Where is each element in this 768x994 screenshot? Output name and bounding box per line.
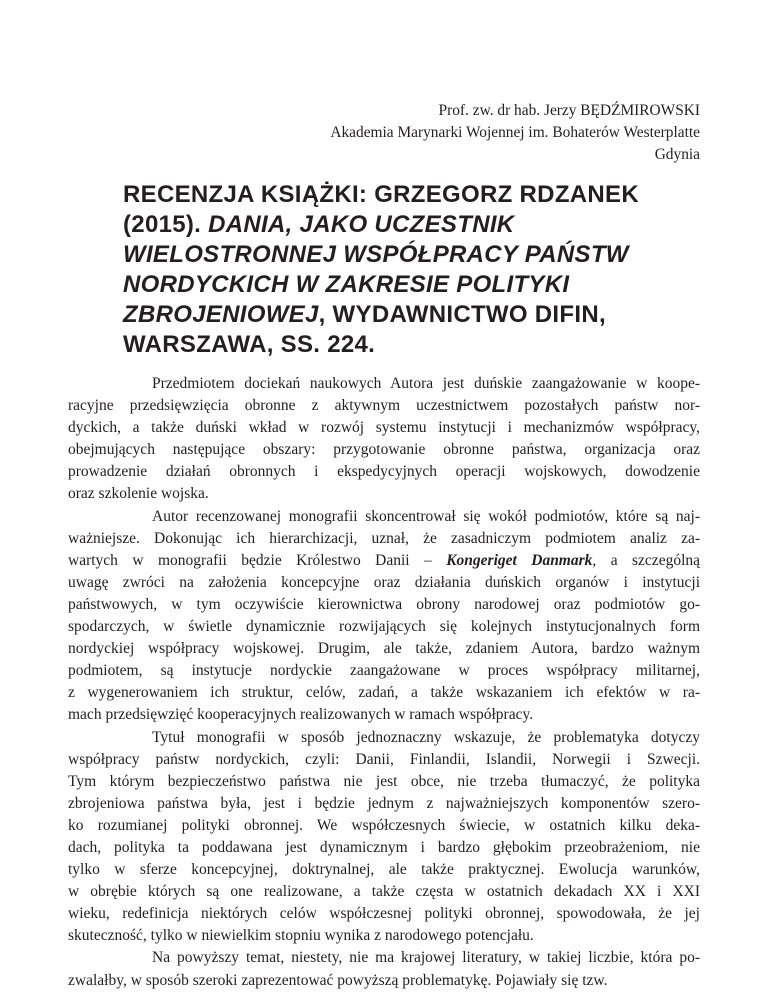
body-line-text: dyckich, a także duński wkład w rozwój systemu instytucji i mechanizmów współpracy, (68, 419, 700, 437)
body-line (68, 506, 700, 528)
body-line (68, 859, 700, 881)
author-city: Gdynia (654, 146, 700, 163)
body-line-text: Tytuł monografii w sposób jednoznaczny wskazuje, że problematyka dotyczy (152, 728, 700, 746)
body-line (68, 903, 700, 925)
author-name: Prof. zw. dr hab. Jerzy BĘDŹMIROWSKI (438, 102, 700, 119)
body-line (68, 660, 700, 682)
title-book-name: DANIA, JAKO UCZESTNIK WIELOSTRONNEJ WSPÓŁPRACY PAŃSTW NORDYCKICH W ZAKRESIE POLITYKI ZBROJENIOWEJ (123, 211, 629, 328)
emphasized-term: Kongeriget Danmark (446, 551, 593, 569)
body-line (68, 550, 700, 572)
body-line-text: uwagę zwróci na założenia koncepcyjne oraz działania duńskich organów i instytucji (68, 573, 700, 591)
body-line-text: tylko w sferze koncepcyjnej, doktrynalnej, ale także praktycznej. Ewolucja warunków, (68, 861, 700, 879)
body-line (68, 970, 700, 992)
body-line (68, 439, 700, 461)
body-line (68, 727, 700, 749)
body-line-text: spodarczych, w świetle dynamicznie rozwijających się kolejnych instytucjonalnych form (68, 618, 700, 636)
body-line-text: Autor recenzowanej monografii skoncentrował się wokół podmiotów, które są naj- (152, 507, 700, 525)
body-line (68, 373, 700, 395)
body-line-text: racyjne przedsięwzięcia obronne z aktywnym uczestnictwem pozostałych państw nor- (68, 397, 700, 415)
body-line (68, 417, 700, 439)
body-line-text: , a szczególną (592, 551, 701, 569)
body-line-text: w obrębie których są one realizowane, a także częsta w ostatnich dekadach XX i XXI (68, 883, 700, 901)
body-line-text: Przedmiotem dociekań naukowych Autora jest duńskie zaangażowanie w koope- (152, 375, 700, 392)
body-line-text: podmiotem, są instytucje nordyckie zaangażowane w proces współpracy militarnej, (68, 662, 700, 680)
body-line (68, 881, 700, 903)
body-line (68, 749, 700, 771)
review-body (68, 373, 700, 992)
title-part-1: RECENZJA KSIĄŻKI: GRZEGORZ RDZANEK (2015). (123, 181, 639, 238)
body-line-text: ważniejsze. Dokonując ich hierarchizacji, uznał, że zasadniczym podmiotem analiz za- (68, 529, 700, 547)
body-line (68, 925, 700, 947)
body-line-text: zbrojeniowa państwa była, jest i będzie jednym z najważniejszych komponentów szero- (68, 794, 700, 812)
author-block (330, 100, 700, 166)
body-line (68, 638, 700, 660)
body-paragraph (68, 727, 700, 948)
body-line-text: dach, polityka ta poddawana jest dynamicznym i bardzo głębokim przeobrażeniom, nie (68, 838, 700, 856)
body-line-text: nordyckiej współpracy wojskowej. Drugim, ale także, zdaniem Autora, bardzo ważnym (68, 640, 700, 658)
body-line-text: oraz szkolenie wojska. (68, 485, 209, 503)
body-line-text: obejmujących następujące obszary: przygotowanie obronne państwa, organizacja oraz (68, 441, 700, 459)
body-paragraph (68, 506, 700, 727)
body-line (68, 461, 700, 483)
review-title (123, 180, 723, 360)
body-line-text: zwalałby, w sposób szeroki zaprezentować powyższą problematykę. Pojawiały się tzw. (68, 971, 608, 989)
body-paragraph (68, 373, 700, 506)
body-line-text: ko rozumianej polityki obronnej. We współczesnych świecie, w ostatnich kilku deka- (68, 816, 700, 834)
body-line-text: Tym którym bezpieczeństwo państwa nie jest obce, nie trzeba tłumaczyć, że polityka (68, 772, 700, 790)
body-line-text: wartych w monografii będzie Królestwo Danii – (68, 551, 447, 569)
body-line (68, 395, 700, 417)
body-line (68, 771, 700, 793)
body-line-text: mach przedsięwzięć kooperacyjnych realizowanych w ramach współpracy. (68, 706, 534, 724)
body-line (68, 572, 700, 594)
body-line (68, 682, 700, 704)
body-line-text: skuteczność, tylko w niewielkim stopniu wynika z narodowego potencjału. (68, 927, 534, 945)
body-line (68, 947, 700, 969)
body-paragraph (68, 947, 700, 991)
body-line-text: prowadzenie działań obronnych i ekspedycyjnych operacji wojskowych, dowodzenie (68, 463, 700, 481)
body-line (68, 815, 700, 837)
body-line (68, 528, 700, 550)
body-line-text: współpracy państw nordyckich, czyli: Danii, Finlandii, Islandii, Norwegii i Szwecji. (68, 750, 700, 768)
body-line (68, 616, 700, 638)
body-line (68, 594, 700, 616)
body-line (68, 704, 700, 726)
body-line (68, 793, 700, 815)
body-line (68, 837, 700, 859)
body-line-text: państwowych, w tym oczywiście kierownictwa obrony narodowej oraz podmiotów go- (68, 595, 700, 613)
title-part-3: , WYDAWNICTWO DIFIN, WARSZAWA, SS. 224. (123, 301, 606, 358)
body-line-text: Na powyższy temat, niestety, nie ma krajowej literatury, w takiej liczbie, która po- (152, 949, 700, 967)
body-line-text: z wygenerowaniem ich struktur, celów, zadań, a także wskazaniem ich efektów w ra- (68, 684, 700, 702)
author-affiliation: Akademia Marynarki Wojennej im. Bohaterów Westerplatte (330, 124, 700, 141)
body-line-text: wieku, redefinicja niektórych celów współczesnej polityki obronnej, spowodowała, że jej (68, 905, 700, 923)
body-line (68, 483, 700, 505)
